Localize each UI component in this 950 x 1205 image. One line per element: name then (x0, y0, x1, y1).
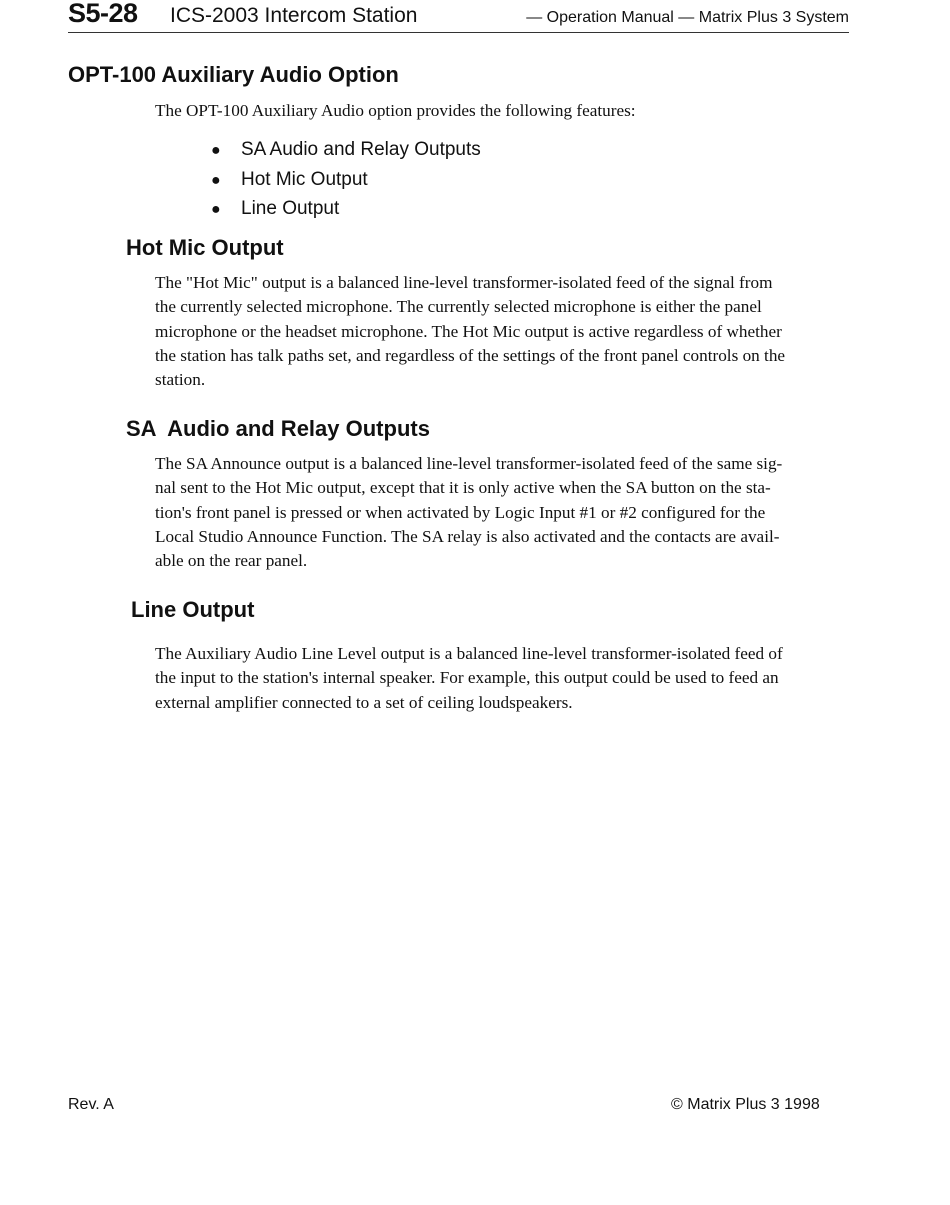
hot-mic-paragraph (155, 271, 855, 392)
sa-audio-paragraph (155, 452, 855, 573)
section-heading-sa-audio: SA Audio and Relay Outputs (126, 416, 430, 441)
bullet-icon: ● (211, 142, 221, 159)
feature-list (209, 137, 481, 226)
paragraph-line: the currently selected microphone. The currently selected microphone is either the panel (155, 297, 762, 317)
line-output-paragraph (155, 642, 855, 715)
footer-revision: Rev. A (68, 1096, 114, 1113)
section-heading-hot-mic: Hot Mic Output (126, 235, 284, 260)
list-item (209, 167, 481, 197)
page-number: S5-28 (68, 0, 138, 28)
paragraph-line: The SA Announce output is a balanced line-level transformer-isolated feed of the same sig- (155, 454, 783, 473)
paragraph-line: able on the rear panel. (155, 551, 308, 571)
document-title: ICS-2003 Intercom Station (170, 4, 418, 27)
paragraph-line: The Auxiliary Audio Line Level output is a balanced line-level transformer-isolated feed of (155, 644, 783, 663)
list-item (209, 196, 481, 226)
paragraph-line: Local Studio Announce Function. The SA relay is also activated and the contacts are avail- (155, 526, 780, 546)
paragraph-line: nal sent to the Hot Mic output, except that it is only active when the SA button on the sta- (155, 478, 771, 498)
paragraph-line: microphone or the headset microphone. The Hot Mic output is active regardless of whether (155, 321, 782, 341)
section-heading-line-output: Line Output (131, 597, 255, 622)
footer-copyright: © Matrix Plus 3 1998 (671, 1096, 820, 1113)
paragraph-line: station. (155, 370, 206, 390)
intro-paragraph: The OPT-100 Auxiliary Audio option provides the following features: (155, 101, 636, 120)
paragraph-line: external amplifier connected to a set of ceiling loudspeakers. (155, 692, 573, 712)
feature-label: SA Audio and Relay Outputs (241, 139, 481, 160)
paragraph-line: the station has talk paths set, and regardless of the settings of the front panel controls on the (155, 345, 786, 365)
bullet-icon: ● (211, 201, 221, 218)
list-item (209, 137, 481, 167)
page-header (68, 0, 849, 33)
feature-label: Hot Mic Output (241, 168, 368, 190)
paragraph-line: The "Hot Mic" output is a balanced line-level transformer-isolated feed of the signal from (155, 273, 773, 292)
paragraph-line: the input to the station's internal speaker. For example, this output could be used to feed an (155, 668, 779, 688)
section-heading-opt-100: OPT-100 Auxiliary Audio Option (68, 62, 399, 87)
paragraph-line: tion's front panel is pressed or when activated by Logic Input #1 or #2 configured for the (155, 502, 766, 522)
feature-label: Line Output (241, 198, 340, 219)
bullet-icon: ● (211, 171, 221, 189)
manual-title: — Operation Manual — Matrix Plus 3 System (526, 9, 849, 26)
